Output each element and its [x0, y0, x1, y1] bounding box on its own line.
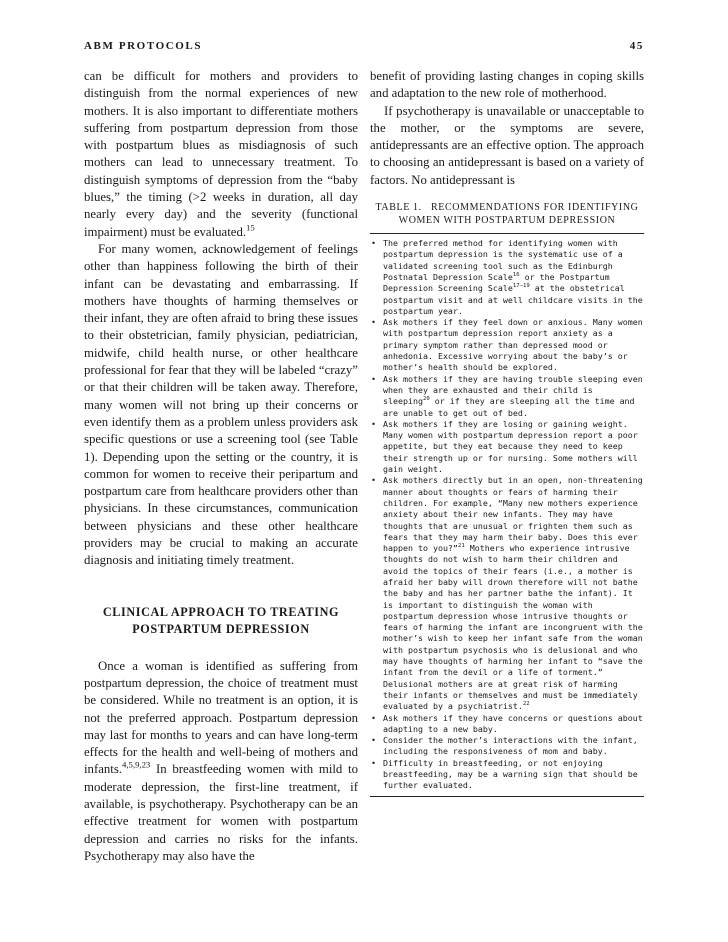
list-item: • The preferred method for identifying women with postpartum depression is the systematic use of a validated screening tool such as the Edinburgh Postnatal Depression Scale$^{16}$ or the Postpartum Depression Screening Scale$^{17-19}$ at the obstetrical postpartum visit and at well childcare visits in the postpartum year.	[371, 238, 643, 316]
citation: 22	[522, 701, 530, 708]
bullet-icon: •	[371, 238, 376, 249]
journal-title: ABM PROTOCOLS	[84, 40, 203, 52]
bullet-icon: •	[371, 757, 376, 768]
table-caption	[370, 201, 644, 227]
list-item: • Ask mothers if they are losing or gaining weight. Many women with postpartum depression report a poor appetite, but they eat because they need to keep their strength up or for nursing. Some mothers will gain weight.	[371, 418, 638, 475]
citation: 17–19	[512, 283, 530, 290]
left-column	[84, 68, 358, 865]
bullet-icon: •	[371, 418, 376, 429]
paragraph: For many women, acknowledgement of feelings other than happiness following the birth of their infant can be devastating and embarrassing. If mothers have thoughts of harming themselves or their infant, they are often afraid to bring these issues to their obstetrician, family physician, pediatrician, midwife, child health nurse, or other healthcare professional for fear that they will be labeled “crazy” or that their children will be taken away. Therefore, many women will not bring up their concerns or even identify them as a problem unless providers ask specific questions or use a screening tool (see Table 1). Depending upon the setting or the country, it is common for women to receive their peripartum and postpartum care from healthcare providers other than physicians. In these circumstances, communication between physicians and these other healthcare providers may be crucial to making an accurate diagnosis and initiating timely treatment.	[84, 241, 358, 568]
paragraph: can be difficult for mothers and providers to distinguish from the normal experiences of new mothers. It is also important to differentiate mothers suffering from postpartum depression from those with postpartum blues as misdiagnosis of such mothers can lead to unnecessary treatment. To distinguish symptoms of depression from the “baby blues,” the timing (>2 weeks in duration, all day nearly every day) and the severity (functional impairment) must be evaluated.$^{15}$	[84, 69, 358, 239]
citation: 15	[246, 222, 255, 233]
citation: 4,5,9,23	[122, 760, 151, 771]
page-number: 45	[629, 40, 644, 52]
paragraph: benefit of providing lasting changes in coping skills and adaptation to the new role of motherhood.	[370, 69, 644, 101]
list-item: • Ask mothers directly but in an open, non-threatening manner about thoughts or fears of harming their children. For example, “Many new mothers experience anxiety about their new infants. They may have thoughts that are unusual or frighten them such as fears that they may harm their baby. Does this ever happen to you?”$^{21}$ Mothers who experience intrusive thoughts do not wish to harm their children and avoid the topics of their fears (i.e., a mother is afraid her baby will drown therefore will not bathe the baby and has her partner bathe the infant). It is important to distinguish the woman with postpartum depression whose intrusive thoughts or fears of harming the infant are incongruent with the mother’s wish to keep her infant safe from the woman with postpartum psychosis who is delusional and who may have thoughts of harming her infant to “save the infant from the devil or a life of torment.” Delusional mothers are at great risk of harming their infants or themselves and must be immediately evaluated by a psychiatrist.$^{22}$	[371, 475, 643, 712]
table-bottom-rule	[370, 796, 644, 797]
table-title: RECOMMENDATIONS FOR IDENTIFYING WOMEN WITH POSTPARTUM DEPRESSION	[398, 202, 639, 227]
section-heading: CLINICAL APPROACH TO TREATING POSTPARTUM DEPRESSION	[102, 604, 340, 636]
list-item: • Ask mothers if they feel down or anxious. Many women with postpartum depression report anxiety as a primary symptom rather than depressed mood or anhedonia. Excessive worrying about the baby’s or mother’s health should be explored.	[371, 317, 643, 373]
list-item: • Ask mothers if they are having trouble sleeping even when they are exhausted and their child is sleeping$^{20}$ or if they are sleeping all the time and are unable to get out of bed.	[371, 373, 643, 418]
list-item: • Ask mothers if they have concerns or questions about adapting to a new baby.	[371, 712, 643, 734]
running-header	[84, 40, 644, 54]
right-column	[370, 68, 644, 797]
paragraph: Once a woman is identified as suffering from postpartum depression, the choice of treatment must be considered. While no treatment is an option, it is not the preferred approach. Postpartum depression may last for months to years and can have long-term effects for the health and well-being of mothers and infants.$^{4,5,9,23}$ In breastfeeding women with mild to moderate depression, the first-line treatment, if available, is psychotherapy. Psychotherapy can be an effective treatment for women with postpartum depression and carries no risks for the infants. Psychotherapy may also have the	[84, 658, 358, 863]
citation: 20	[422, 396, 430, 403]
bullet-icon: •	[371, 317, 376, 328]
recommendations-list	[370, 238, 644, 792]
bullet-icon: •	[371, 735, 376, 746]
table-top-rule	[370, 233, 644, 234]
bullet-icon: •	[371, 373, 376, 384]
table-label: TABLE 1.	[375, 202, 422, 214]
list-item: • Consider the mother’s interactions with the infant, including the responsiveness of mom and baby.	[371, 735, 638, 757]
citation: 16	[512, 272, 520, 279]
list-item: • Difficulty in breastfeeding, or not enjoying breastfeeding, may be a warning sign that should be further evaluated.	[371, 757, 638, 791]
paragraph: If psychotherapy is unavailable or unacceptable to the mother, or the symptoms are severe, antidepressants are an effective option. The approach to choosing an antidepressant is based on a variety of factors. No antidepressant is	[370, 103, 644, 187]
bullet-icon: •	[371, 712, 376, 723]
citation: 21	[457, 543, 465, 550]
bullet-icon: •	[371, 475, 376, 486]
